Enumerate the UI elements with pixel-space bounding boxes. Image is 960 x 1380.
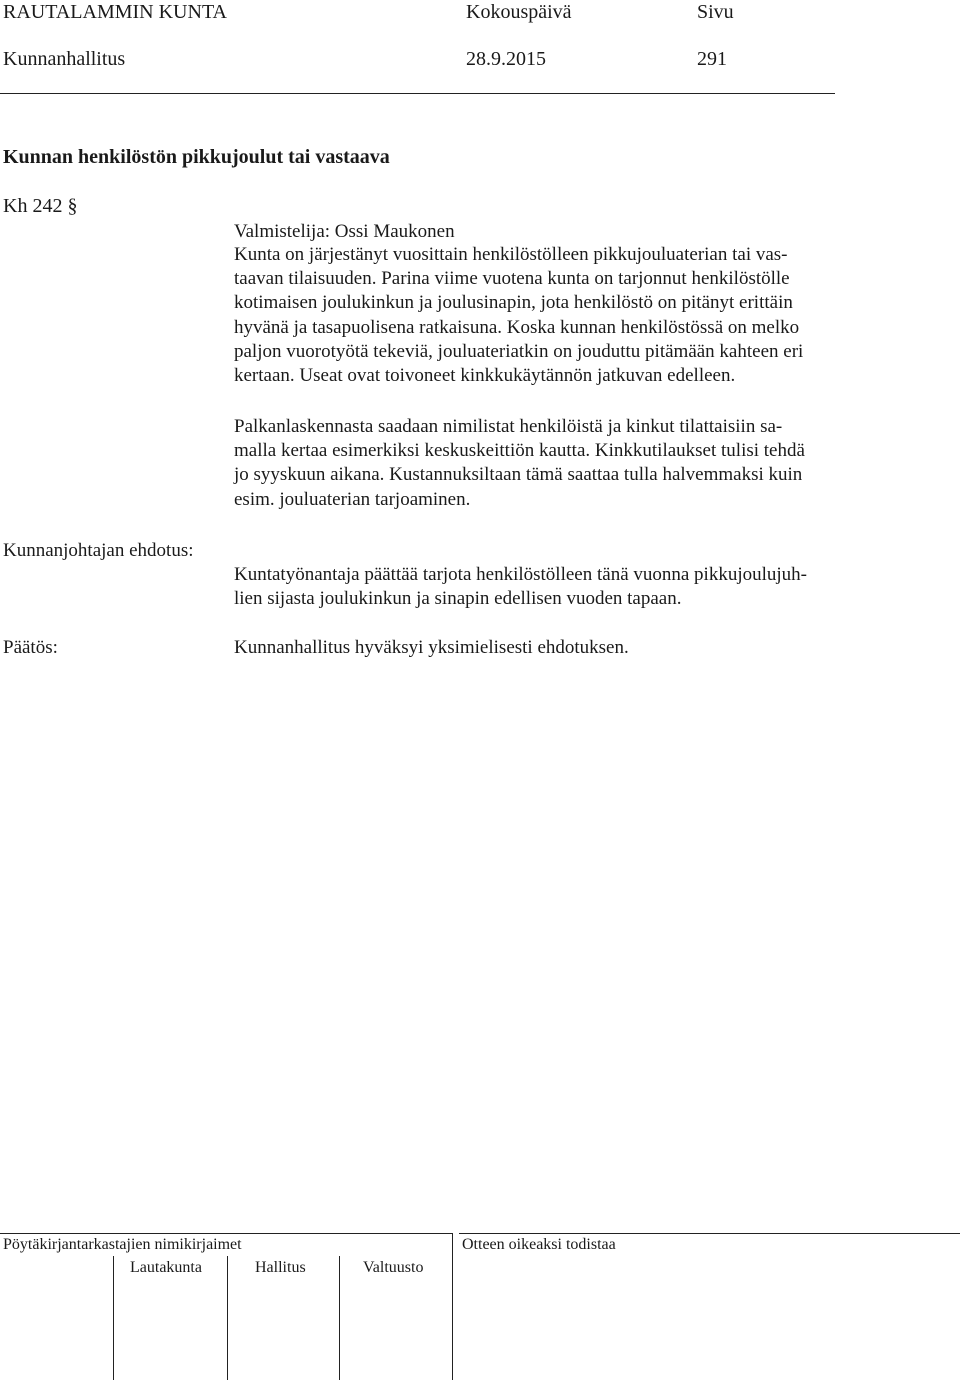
initials-label: Pöytäkirjantarkastajien nimikirjaimet <box>3 1236 242 1253</box>
paragraph-line: malla kertaa esimerkiksi keskuskeittiön kautta. Kinkkutilaukset tulisi tehdä <box>234 440 805 462</box>
org-name: RAUTALAMMIN KUNTA <box>3 1 228 23</box>
paragraph-line: Palkanlaskennasta saadaan nimilistat henkilöistä ja kinkut tilattaisiin sa- <box>234 416 783 437</box>
paragraph-line: Kunta on järjestänyt vuosittain henkilöstölleen pikkujouluaterian tai vas- <box>234 244 788 265</box>
footer-top-rule-left <box>0 1233 452 1234</box>
proposal-line: Kuntatyönantaja päättää tarjota henkilöstölleen tänä vuonna pikkujoulujuh- <box>234 564 807 585</box>
footer-column-lautakunta: Lautakunta <box>130 1259 202 1276</box>
proposal-line: lien sijasta joulukinkun ja sinapin edellisen vuoden tapaan. <box>234 588 682 610</box>
meeting-date-label: Kokouspäivä <box>466 1 572 23</box>
preparer: Valmistelija: Ossi Maukonen <box>234 221 455 242</box>
paragraph-line: paljon vuorotyötä tekeviä, jouluateriatkin on jouduttu pitämään kahteen eri <box>234 340 804 362</box>
meeting-date: 28.9.2015 <box>466 48 546 70</box>
footer-column-valtuusto: Valtuusto <box>363 1259 424 1276</box>
paragraph-line: taavan tilaisuuden. Parina viime vuotena kunta on tarjonnut henkilöstölle <box>234 268 790 290</box>
proposal-text <box>234 563 884 611</box>
paragraph-1 <box>234 243 884 388</box>
proposal-label: Kunnanjohtajan ehdotus: <box>3 540 194 561</box>
footer-divider <box>452 1233 453 1380</box>
page-number: 291 <box>697 48 727 70</box>
paragraph-line: esim. jouluaterian tarjoaminen. <box>234 488 471 510</box>
header-rule <box>0 93 835 94</box>
paragraph-line: kotimaisen joulukinkun ja joulusinapin, jota henkilöstö on pitänyt erittäin <box>234 292 793 314</box>
section-title: Kunnan henkilöstön pikkujoulut tai vastaava <box>3 146 390 168</box>
decision-text: Kunnanhallitus hyväksyi yksimielisesti ehdotuksen. <box>234 637 629 658</box>
paragraph-line: hyvänä ja tasapuolisena ratkaisuna. Koska kunnan henkilöstössä on melko <box>234 316 800 338</box>
page-label: Sivu <box>697 1 734 23</box>
paragraph-line: kertaan. Useat ovat toivoneet kinkkukäytännön jatkuvan edelleen. <box>234 365 736 387</box>
footer-column-hallitus: Hallitus <box>255 1259 306 1276</box>
footer-divider <box>113 1256 114 1380</box>
body-name: Kunnanhallitus <box>3 48 126 70</box>
footer-top-rule-right <box>459 1233 960 1234</box>
footer-divider <box>227 1256 228 1380</box>
footer-divider <box>339 1256 340 1380</box>
decision-label: Päätös: <box>3 637 58 658</box>
paragraph-line: jo syyskuun aikana. Kustannuksiltaan tämä saattaa tulla halvemmaksi kuin <box>234 464 803 486</box>
case-number: Kh 242 § <box>3 195 78 217</box>
paragraph-2 <box>234 415 884 512</box>
certified-label: Otteen oikeaksi todistaa <box>462 1236 616 1253</box>
